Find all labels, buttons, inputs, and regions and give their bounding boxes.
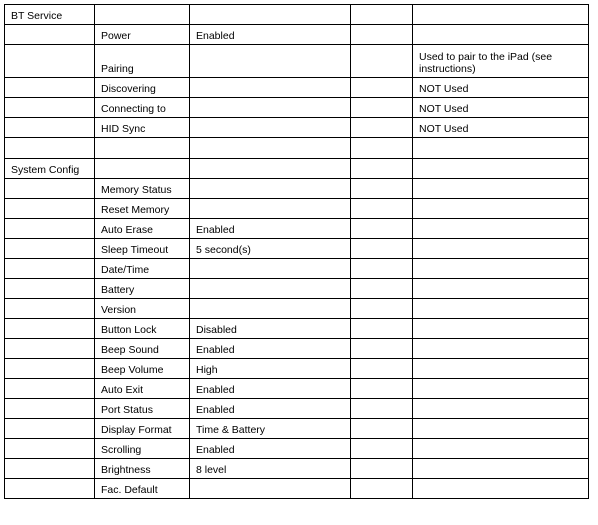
cell-setting: Power	[95, 25, 190, 45]
cell-section	[5, 359, 95, 379]
cell-section	[5, 379, 95, 399]
cell-extra	[351, 5, 413, 25]
cell-note	[413, 5, 589, 25]
table-row	[5, 339, 589, 359]
table-row	[5, 118, 589, 138]
table-row	[5, 5, 589, 25]
cell-note	[413, 219, 589, 239]
cell-value	[190, 179, 351, 199]
cell-setting: Pairing	[95, 45, 190, 78]
cell-setting: Battery	[95, 279, 190, 299]
cell-setting: Display Format	[95, 419, 190, 439]
table-row	[5, 179, 589, 199]
cell-value	[190, 259, 351, 279]
cell-section	[5, 98, 95, 118]
cell-value: Enabled	[190, 219, 351, 239]
table-row	[5, 439, 589, 459]
table-row	[5, 45, 589, 78]
cell-value	[190, 45, 351, 78]
cell-extra	[351, 459, 413, 479]
cell-note	[413, 339, 589, 359]
table-row	[5, 279, 589, 299]
cell-extra	[351, 419, 413, 439]
cell-section: BT Service	[5, 5, 95, 25]
cell-section	[5, 25, 95, 45]
cell-setting: Scrolling	[95, 439, 190, 459]
cell-setting: Brightness	[95, 459, 190, 479]
cell-section	[5, 45, 95, 78]
cell-note	[413, 459, 589, 479]
cell-section	[5, 399, 95, 419]
table-row	[5, 459, 589, 479]
cell-setting: Port Status	[95, 399, 190, 419]
cell-note	[413, 419, 589, 439]
cell-note: NOT Used	[413, 98, 589, 118]
cell-value	[190, 159, 351, 179]
cell-section	[5, 199, 95, 219]
cell-value: Enabled	[190, 379, 351, 399]
cell-note	[413, 399, 589, 419]
settings-table	[4, 4, 589, 499]
table-row	[5, 359, 589, 379]
cell-section	[5, 299, 95, 319]
cell-value: Enabled	[190, 339, 351, 359]
cell-setting: HID Sync	[95, 118, 190, 138]
cell-value: 5 second(s)	[190, 239, 351, 259]
cell-note	[413, 279, 589, 299]
cell-extra	[351, 78, 413, 98]
cell-setting: Auto Erase	[95, 219, 190, 239]
cell-section	[5, 319, 95, 339]
cell-note	[413, 199, 589, 219]
table-row	[5, 299, 589, 319]
cell-extra	[351, 98, 413, 118]
cell-section	[5, 239, 95, 259]
cell-section	[5, 259, 95, 279]
cell-note	[413, 379, 589, 399]
cell-note	[413, 25, 589, 45]
cell-extra	[351, 379, 413, 399]
cell-value	[190, 299, 351, 319]
cell-setting: Version	[95, 299, 190, 319]
cell-note: Used to pair to the iPad (see instructions)	[413, 45, 589, 78]
cell-value	[190, 5, 351, 25]
cell-extra	[351, 299, 413, 319]
cell-extra	[351, 399, 413, 419]
table-row	[5, 239, 589, 259]
cell-value	[190, 479, 351, 499]
cell-extra	[351, 179, 413, 199]
cell-section	[5, 279, 95, 299]
cell-section	[5, 118, 95, 138]
cell-extra	[351, 25, 413, 45]
cell-value: High	[190, 359, 351, 379]
table-row	[5, 479, 589, 499]
cell-setting: Beep Volume	[95, 359, 190, 379]
cell-extra	[351, 479, 413, 499]
cell-section	[5, 439, 95, 459]
cell-extra	[351, 259, 413, 279]
table-row	[5, 78, 589, 98]
table-row	[5, 199, 589, 219]
cell-setting: Reset Memory	[95, 199, 190, 219]
cell-extra	[351, 199, 413, 219]
cell-setting	[95, 159, 190, 179]
cell-value	[190, 199, 351, 219]
settings-table-body	[5, 5, 589, 499]
cell-value: Disabled	[190, 319, 351, 339]
cell-note: NOT Used	[413, 78, 589, 98]
cell-note: NOT Used	[413, 118, 589, 138]
cell-value	[190, 98, 351, 118]
table-row	[5, 319, 589, 339]
cell-section	[5, 138, 95, 159]
cell-setting: Memory Status	[95, 179, 190, 199]
cell-value: Enabled	[190, 399, 351, 419]
cell-note	[413, 439, 589, 459]
cell-extra	[351, 45, 413, 78]
cell-note	[413, 138, 589, 159]
cell-value	[190, 118, 351, 138]
cell-note	[413, 179, 589, 199]
cell-section: System Config	[5, 159, 95, 179]
table-row	[5, 399, 589, 419]
cell-note	[413, 359, 589, 379]
cell-value: Enabled	[190, 439, 351, 459]
cell-setting: Sleep Timeout	[95, 239, 190, 259]
cell-note	[413, 259, 589, 279]
cell-setting: Beep Sound	[95, 339, 190, 359]
table-row	[5, 379, 589, 399]
cell-value	[190, 78, 351, 98]
cell-section	[5, 459, 95, 479]
cell-extra	[351, 339, 413, 359]
cell-value: Time & Battery	[190, 419, 351, 439]
cell-extra	[351, 219, 413, 239]
cell-note	[413, 479, 589, 499]
cell-value: 8 level	[190, 459, 351, 479]
cell-section	[5, 78, 95, 98]
table-row	[5, 25, 589, 45]
cell-value	[190, 138, 351, 159]
cell-setting: Connecting to	[95, 98, 190, 118]
cell-extra	[351, 359, 413, 379]
cell-section	[5, 419, 95, 439]
table-row	[5, 219, 589, 239]
cell-extra	[351, 239, 413, 259]
cell-setting: Date/Time	[95, 259, 190, 279]
cell-extra	[351, 159, 413, 179]
cell-note	[413, 239, 589, 259]
cell-setting: Discovering	[95, 78, 190, 98]
table-row	[5, 138, 589, 159]
table-row	[5, 98, 589, 118]
cell-section	[5, 339, 95, 359]
cell-extra	[351, 439, 413, 459]
cell-extra	[351, 118, 413, 138]
cell-extra	[351, 319, 413, 339]
cell-setting: Fac. Default	[95, 479, 190, 499]
cell-section	[5, 219, 95, 239]
cell-value: Enabled	[190, 25, 351, 45]
table-row	[5, 259, 589, 279]
cell-setting	[95, 138, 190, 159]
cell-setting	[95, 5, 190, 25]
cell-setting: Button Lock	[95, 319, 190, 339]
cell-section	[5, 479, 95, 499]
cell-setting: Auto Exit	[95, 379, 190, 399]
cell-extra	[351, 138, 413, 159]
cell-extra	[351, 279, 413, 299]
cell-note	[413, 299, 589, 319]
table-row	[5, 419, 589, 439]
cell-note	[413, 159, 589, 179]
cell-note	[413, 319, 589, 339]
cell-value	[190, 279, 351, 299]
table-row	[5, 159, 589, 179]
cell-section	[5, 179, 95, 199]
